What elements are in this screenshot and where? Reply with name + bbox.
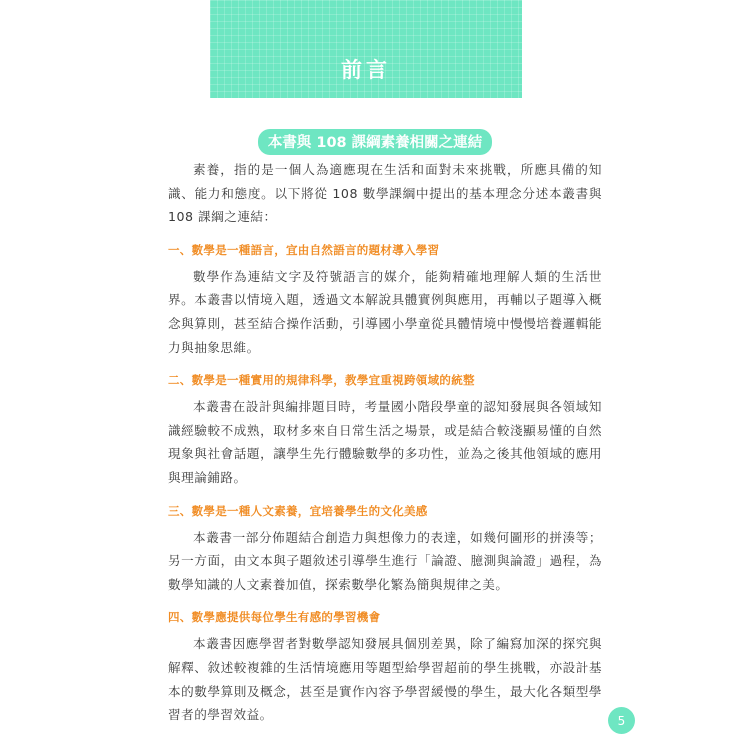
point-heading-4: 四、數學應提供每位學生有感的學習機會 (168, 610, 381, 625)
chapter-title: 前言 (341, 58, 391, 82)
point-body-2: 本叢書在設計與編排題目時，考量國小階段學童的認知發展與各領域知識經驗較不成熟，取材多來自日常生活之場景，或是結合較淺顯易懂的自然現象與社會話題，讓學生先行體驗數學的多功性，並為之後其他領域的應用與理論鋪路。 (168, 399, 602, 485)
point-heading-2: 二、數學是一種實用的規律科學，教學宜重視跨領域的統整 (168, 373, 475, 388)
point-body-3: 本叢書一部分佈題結合創造力與想像力的表達，如幾何圖形的拼湊等；另一方面，由文本與子題敘述引導學生進行「論證、臆測與論證」過程，為數學知識的人文素養加值，探索數學化繁為簡與規律之美。 (168, 529, 602, 592)
page-number-badge: 5 (608, 707, 635, 734)
point-heading-1: 一、數學是一種語言，宜由自然語言的題材導入學習 (168, 242, 440, 257)
intro-paragraph: 素養，指的是一個人為適應現在生活和面對未來挑戰，所應具備的知識、能力和態度。以下將從 108 數學課綱中提出的基本理念分述本叢書與 108 課綱之連結： (168, 162, 602, 225)
main-content (168, 158, 602, 727)
section-title: 本書與 108 課綱素養相關之連結 (258, 129, 492, 155)
chapter-header (210, 0, 522, 98)
point-body-4: 本叢書因應學習者對數學認知發展具個別差異，除了編寫加深的探究與解釋、敘述較複雜的生活情境應用等題型給學習超前的學生挑戰，亦設計基本的數學算則及概念，甚至是實作內容予學習緩慢的學生，最大化各類型學習者的學習效益。 (168, 636, 602, 723)
point-heading-3: 三、數學是一種人文素養，宜培養學生的文化美感 (168, 503, 428, 518)
section-title-row (0, 129, 750, 155)
point-body-1: 數學作為連結文字及符號語言的媒介，能夠精確地理解人類的生活世界。本叢書以情境入題，透過文本解說具體實例與應用，再輔以子題導入概念與算則，甚至結合操作活動，引導國小學童從具體情境中慢慢培養邏輯能力與抽象思維。 (168, 268, 602, 355)
